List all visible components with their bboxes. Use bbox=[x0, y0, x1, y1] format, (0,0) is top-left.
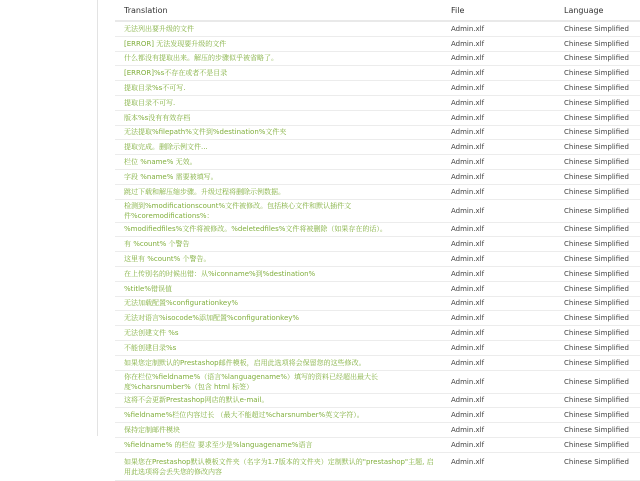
language-cell: Chinese Simplified bbox=[555, 222, 640, 237]
translation-cell[interactable]: 版本%s没有有效存档 bbox=[115, 110, 442, 125]
file-cell: Admin.xlf bbox=[442, 311, 555, 326]
translation-cell[interactable]: %fieldname% 的栏位 要求至少是%languagename%语言 bbox=[115, 437, 442, 452]
file-cell: Admin.xlf bbox=[442, 340, 555, 355]
translation-cell[interactable]: 你在栏位%fieldname%（语言%languagename%）填写的资料已经超出最大长度%charsnumber%（包含 html 标签） bbox=[115, 370, 442, 393]
translation-cell[interactable]: 如果您定制默认的Prestashop邮件模板，启用此选项将会保留您的这些修改。 bbox=[115, 355, 442, 370]
language-cell: Chinese Simplified bbox=[555, 266, 640, 281]
language-cell: Chinese Simplified bbox=[555, 155, 640, 170]
language-cell: Chinese Simplified bbox=[555, 140, 640, 155]
language-cell: Chinese Simplified bbox=[555, 199, 640, 222]
language-cell: Chinese Simplified bbox=[555, 51, 640, 66]
file-cell: Admin.xlf bbox=[442, 21, 555, 36]
language-cell: Chinese Simplified bbox=[555, 408, 640, 423]
file-cell: Admin.xlf bbox=[442, 140, 555, 155]
translation-cell[interactable]: 这里有 %count% 个警告。 bbox=[115, 252, 442, 267]
file-cell: Admin.xlf bbox=[442, 452, 555, 480]
translation-cell[interactable]: 无法列出要升级的文件 bbox=[115, 21, 442, 36]
translation-cell[interactable]: 在上传别名的时候出错：从%iconname%到%destination% bbox=[115, 266, 442, 281]
translation-cell[interactable]: 提取完成。删除示例文件... bbox=[115, 140, 442, 155]
translation-cell[interactable]: 不能创建目录%s bbox=[115, 340, 442, 355]
file-cell: Admin.xlf bbox=[442, 125, 555, 140]
file-cell: Admin.xlf bbox=[442, 51, 555, 66]
file-cell: Admin.xlf bbox=[442, 423, 555, 438]
language-cell: Chinese Simplified bbox=[555, 311, 640, 326]
translation-cell[interactable]: 提取目录%s不可写. bbox=[115, 81, 442, 96]
language-cell: Chinese Simplified bbox=[555, 125, 640, 140]
translation-cell[interactable]: 有 %count% 个警告 bbox=[115, 237, 442, 252]
table-row[interactable] bbox=[115, 21, 640, 36]
table-row[interactable] bbox=[115, 95, 640, 110]
translation-cell[interactable]: %modifiedfiles%文件将被修改。%deletedfiles%文件将被删除（如果存在的话）。 bbox=[115, 222, 442, 237]
table-row[interactable] bbox=[115, 423, 640, 438]
column-header-translation[interactable]: Translation bbox=[115, 0, 442, 21]
language-cell: Chinese Simplified bbox=[555, 110, 640, 125]
table-row[interactable] bbox=[115, 140, 640, 155]
file-cell: Admin.xlf bbox=[442, 437, 555, 452]
language-cell: Chinese Simplified bbox=[555, 326, 640, 341]
file-cell: Admin.xlf bbox=[442, 408, 555, 423]
table-row[interactable] bbox=[115, 355, 640, 370]
file-cell: Admin.xlf bbox=[442, 252, 555, 267]
translation-cell[interactable]: %title%错误值 bbox=[115, 281, 442, 296]
table-row[interactable] bbox=[115, 437, 640, 452]
table-row[interactable] bbox=[115, 370, 640, 393]
left-gutter bbox=[0, 0, 97, 436]
language-cell: Chinese Simplified bbox=[555, 66, 640, 81]
file-cell: Admin.xlf bbox=[442, 370, 555, 393]
language-cell: Chinese Simplified bbox=[555, 452, 640, 480]
file-cell: Admin.xlf bbox=[442, 266, 555, 281]
translation-cell[interactable]: %fieldname%栏位内容过长 （最大不能超过%charsnumber%英文字符）。 bbox=[115, 408, 442, 423]
file-cell: Admin.xlf bbox=[442, 184, 555, 199]
language-cell: Chinese Simplified bbox=[555, 252, 640, 267]
table-row[interactable] bbox=[115, 340, 640, 355]
translation-cell[interactable]: 无法提取%filepath%文件到%destination%文件夹 bbox=[115, 125, 442, 140]
translations-table bbox=[115, 0, 640, 481]
table-row[interactable] bbox=[115, 36, 640, 51]
translation-cell[interactable]: 什么都没有提取出来。解压的步骤似乎被省略了。 bbox=[115, 51, 442, 66]
language-cell: Chinese Simplified bbox=[555, 296, 640, 311]
language-cell: Chinese Simplified bbox=[555, 81, 640, 96]
language-cell: Chinese Simplified bbox=[555, 281, 640, 296]
file-cell: Admin.xlf bbox=[442, 237, 555, 252]
table-row[interactable] bbox=[115, 393, 640, 408]
translation-cell[interactable]: 字段 %name% 需要被填写。 bbox=[115, 169, 442, 184]
translation-cell[interactable]: 无法对语言%isocode%添加配置%configurationkey% bbox=[115, 311, 442, 326]
language-cell: Chinese Simplified bbox=[555, 355, 640, 370]
translation-cell[interactable]: [ERROR] 无法发现要升级的文件 bbox=[115, 36, 442, 51]
table-row[interactable] bbox=[115, 155, 640, 170]
column-header-language[interactable]: Language bbox=[555, 0, 640, 21]
file-cell: Admin.xlf bbox=[442, 155, 555, 170]
table-row[interactable] bbox=[115, 237, 640, 252]
table-row[interactable] bbox=[115, 311, 640, 326]
table-row[interactable] bbox=[115, 408, 640, 423]
file-cell: Admin.xlf bbox=[442, 66, 555, 81]
file-cell: Admin.xlf bbox=[442, 222, 555, 237]
file-cell: Admin.xlf bbox=[442, 199, 555, 222]
translation-cell[interactable]: [ERROR]%s不存在或者不是目录 bbox=[115, 66, 442, 81]
translation-cell[interactable]: 如果您在Prestashop默认模板文件夹（名字为1.7版本的文件夹）定制默认的"prestashop"主题, 启用此选项将会丢失您的修改内容 bbox=[115, 452, 442, 480]
table-row[interactable] bbox=[115, 252, 640, 267]
file-cell: Admin.xlf bbox=[442, 355, 555, 370]
table-row[interactable] bbox=[115, 296, 640, 311]
file-cell: Admin.xlf bbox=[442, 36, 555, 51]
table-row[interactable] bbox=[115, 51, 640, 66]
table-row[interactable] bbox=[115, 169, 640, 184]
table-row[interactable] bbox=[115, 81, 640, 96]
file-cell: Admin.xlf bbox=[442, 296, 555, 311]
table-row[interactable] bbox=[115, 266, 640, 281]
translation-cell[interactable]: 无法加载配置%configurationkey% bbox=[115, 296, 442, 311]
file-cell: Admin.xlf bbox=[442, 169, 555, 184]
table-row[interactable] bbox=[115, 184, 640, 199]
file-cell: Admin.xlf bbox=[442, 326, 555, 341]
table-row[interactable] bbox=[115, 125, 640, 140]
translation-cell[interactable]: 这将不会更新Prestashop网店的默认e-mail。 bbox=[115, 393, 442, 408]
language-cell: Chinese Simplified bbox=[555, 370, 640, 393]
column-header-file[interactable]: File bbox=[442, 0, 555, 21]
table-row[interactable] bbox=[115, 199, 640, 222]
file-cell: Admin.xlf bbox=[442, 281, 555, 296]
translation-cell[interactable]: 提取目录不可写. bbox=[115, 95, 442, 110]
language-cell: Chinese Simplified bbox=[555, 21, 640, 36]
translation-cell[interactable]: 跳过下载和解压缩步骤。升级过程将删除示例数据。 bbox=[115, 184, 442, 199]
translation-cell[interactable]: 栏位 %name% 无效。 bbox=[115, 155, 442, 170]
file-cell: Admin.xlf bbox=[442, 110, 555, 125]
language-cell: Chinese Simplified bbox=[555, 437, 640, 452]
table-row[interactable] bbox=[115, 452, 640, 480]
translation-cell[interactable]: 保持定制邮件模块 bbox=[115, 423, 442, 438]
language-cell: Chinese Simplified bbox=[555, 95, 640, 110]
table-row[interactable] bbox=[115, 281, 640, 296]
file-cell: Admin.xlf bbox=[442, 81, 555, 96]
language-cell: Chinese Simplified bbox=[555, 237, 640, 252]
language-cell: Chinese Simplified bbox=[555, 184, 640, 199]
translation-cell[interactable]: 无法创建文件 %s bbox=[115, 326, 442, 341]
table-row[interactable] bbox=[115, 66, 640, 81]
file-cell: Admin.xlf bbox=[442, 95, 555, 110]
table-row[interactable] bbox=[115, 222, 640, 237]
language-cell: Chinese Simplified bbox=[555, 423, 640, 438]
language-cell: Chinese Simplified bbox=[555, 340, 640, 355]
language-cell: Chinese Simplified bbox=[555, 36, 640, 51]
file-cell: Admin.xlf bbox=[442, 393, 555, 408]
language-cell: Chinese Simplified bbox=[555, 169, 640, 184]
language-cell: Chinese Simplified bbox=[555, 393, 640, 408]
table-row[interactable] bbox=[115, 326, 640, 341]
vertical-divider bbox=[97, 0, 98, 436]
translation-cell[interactable]: 检测到%modificationscount%文件被修改。包括核心文件和默认插件文件%coremodifications%： bbox=[115, 199, 442, 222]
table-row[interactable] bbox=[115, 110, 640, 125]
table-header-row bbox=[115, 0, 640, 21]
